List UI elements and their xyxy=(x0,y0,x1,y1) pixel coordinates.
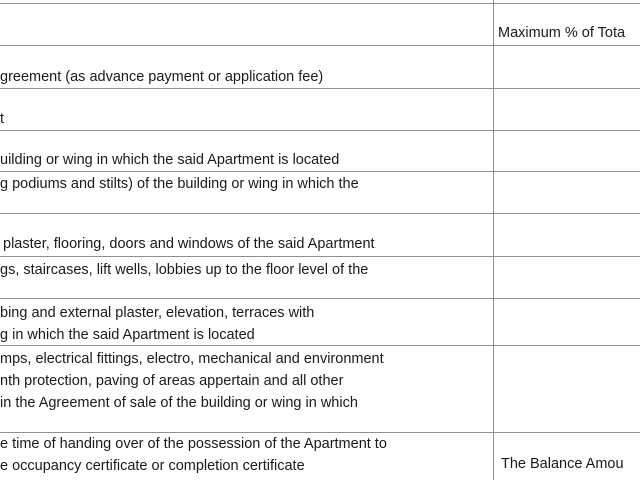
row-description: mps, electrical fittings, electro, mechanical and environment xyxy=(0,351,384,367)
row-description: bing and external plaster, elevation, terraces with xyxy=(0,305,315,321)
row-description: g in which the said Apartment is located xyxy=(0,327,255,343)
column-divider xyxy=(493,0,494,480)
table-border xyxy=(0,171,640,172)
row-description: nth protection, paving of areas appertain and all other xyxy=(0,373,344,389)
row-description: g podiums and stilts) of the building or wing in which the xyxy=(0,176,359,192)
table-row xyxy=(0,108,4,130)
column-header-maximum-percent: Maximum % of Tota xyxy=(498,25,626,41)
table-row xyxy=(0,433,387,477)
row-description: gs, staircases, lift wells, lobbies up to the floor level of the xyxy=(0,262,369,278)
row-description: uilding or wing in which the said Apartment is located xyxy=(0,152,340,168)
table-row xyxy=(0,302,314,346)
row-description: t xyxy=(0,111,5,127)
table-row xyxy=(0,348,384,414)
table-border xyxy=(0,3,640,4)
row-description: in the Agreement of sale of the building or wing in which xyxy=(0,395,358,411)
row-description: greement (as advance payment or application fee) xyxy=(0,69,324,85)
table-border xyxy=(0,256,640,257)
table-row xyxy=(0,149,339,171)
table-border xyxy=(0,130,640,131)
row-description: plaster, flooring, doors and windows of the said Apartment xyxy=(3,236,375,252)
row-description: e occupancy certificate or completion certificate xyxy=(0,458,305,474)
table-row xyxy=(0,66,323,88)
table-row xyxy=(3,233,375,255)
table-row xyxy=(0,259,368,281)
table-border xyxy=(0,213,640,214)
table-border xyxy=(0,45,640,46)
row-description: e time of handing over of the possession of the Apartment to xyxy=(0,436,387,452)
balance-amount-cell: The Balance Amou xyxy=(501,456,624,472)
table-border xyxy=(0,88,640,89)
table-row xyxy=(0,173,359,195)
table-border xyxy=(0,298,640,299)
